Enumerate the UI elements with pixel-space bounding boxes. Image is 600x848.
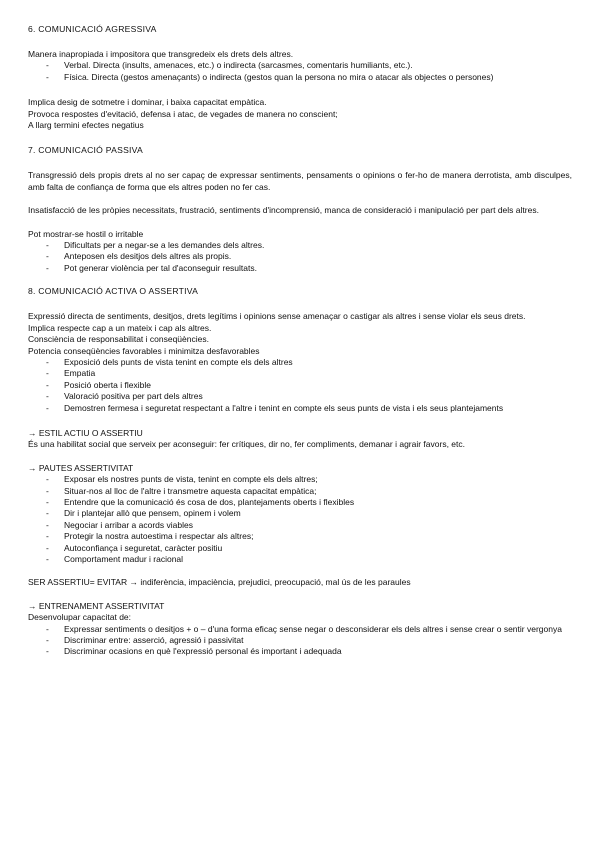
section-6-line: Provoca respostes d'evitació, defensa i atac, de vegades de manera no conscient; <box>28 108 338 119</box>
section-7-paragraph-1: Transgressió dels propis drets al no ser capaç de expressar sentiments, pensaments o opinions o fer-ho de manera derrotista, amb disculpes, amb falta de confiança de forma que els altres poden no fer cas. <box>28 170 572 192</box>
list-item: - Comportament madur i racional <box>46 554 184 564</box>
list-item: - Pot generar violència per tal d'aconseguir resultats. <box>46 262 257 273</box>
section-6-line: Implica desig de sotmetre i dominar, i baixa capacitat empàtica. <box>28 97 267 108</box>
list-item: - Situar-nos al lloc de l'altre i transmetre aquesta capacitat empàtica; <box>46 485 317 496</box>
dash-bullet: - <box>46 646 49 657</box>
dash-bullet: - <box>46 554 49 564</box>
section-6-line: A llarg termini efectes negatius <box>28 120 144 131</box>
list-item: - Dir i plantejar allò que pensem, opinem i volem <box>46 508 241 519</box>
list-item: - Exposició dels punts de vista tenint en compte els dels altres <box>46 356 293 367</box>
section-8-line: Potencia conseqüències favorables i minimitza desfavorables <box>28 345 260 356</box>
dash-bullet: - <box>46 356 49 367</box>
dash-bullet: - <box>46 391 49 402</box>
dash-bullet: - <box>46 531 49 542</box>
section-6-list <box>28 60 572 83</box>
list-item: - Entendre que la comunicació és cosa de dos, plantejaments oberts i flexibles <box>46 496 355 507</box>
list-item: - Discriminar ocasions en què l'expressió personal és important i adequada <box>46 646 342 657</box>
list-item: - Física. Directa (gestos amenaçants) o indirecta (gestos quan la persona no mira o atacar als objectes o persones) <box>46 71 494 82</box>
dash-bullet: - <box>46 240 49 251</box>
section-7-heading: 7. COMUNICACIÓ PASSIVA <box>28 145 144 156</box>
entrenament-heading: → ENTRENAMENT ASSERTIVITAT <box>28 600 165 611</box>
dash-bullet: - <box>46 379 49 390</box>
list-item: - Protegir la nostra autoestima i respectar als altres; <box>46 531 254 542</box>
dash-bullet: - <box>46 519 49 530</box>
list-item: - Verbal. Directa (insults, amenaces, etc.) o indirecta (sarcasmes, comentaris humiliants, etc.). <box>46 60 413 71</box>
dash-bullet: - <box>46 60 49 71</box>
ser-assertiu-text: SER ASSERTIU= EVITAR → indiferència, impaciència, prejudici, preocupació, mal ús de les paraules <box>28 577 411 588</box>
entrenament-list <box>28 624 572 658</box>
estil-heading: → ESTIL ACTIU O ASSERTIU <box>28 427 143 438</box>
dash-bullet: - <box>46 262 49 273</box>
section-8-line: Implica respecte cap a un mateix i cap als altres. <box>28 322 212 333</box>
pautes-list <box>28 474 572 565</box>
list-item: - Demostren fermesa i seguretat respectant a l'altre i tenint en compte els seus punts de vista i els seus plantejaments <box>46 402 504 413</box>
section-8-list <box>28 357 572 414</box>
list-item: - Negociar i arribar a acords viables <box>46 519 193 530</box>
dash-bullet: - <box>46 496 49 507</box>
list-item: - Anteposen els desitjos dels altres als propis. <box>46 251 232 262</box>
entrenament-intro: Desenvolupar capacitat de: <box>28 612 132 623</box>
list-item: - Exposar els nostres punts de vista, tenint en compte els dels altres; <box>46 474 318 485</box>
estil-text: És una habilitat social que serveix per aconseguir: fer crítiques, dir no, fer compliments, demanar i agrair favors, etc. <box>28 439 466 450</box>
dash-bullet: - <box>46 71 49 82</box>
section-7-list <box>28 240 572 274</box>
list-item: - Expressar sentiments o desitjos + o – d'una forma eficaç sense negar o desconsiderar els dels altres i sense crear o sentir vergonya <box>46 623 562 634</box>
dash-bullet: - <box>46 508 49 519</box>
dash-bullet: - <box>46 485 49 496</box>
dash-bullet: - <box>46 402 49 413</box>
section-8-heading: 8. COMUNICACIÓ ACTIVA O ASSERTIVA <box>28 286 199 297</box>
section-8-line: Consciència de responsabilitat i conseqüències. <box>28 334 209 345</box>
list-item: - Posició oberta i flexible <box>46 379 151 390</box>
list-item: - Discriminar entre: asserció, agressió i passivitat <box>46 635 244 646</box>
section-7-paragraph-3: Pot mostrar-se hostil o irritable <box>28 228 144 239</box>
dash-bullet: - <box>46 251 49 262</box>
section-6-intro: Manera inapropiada i impositora que transgredeix els drets dels altres. <box>28 49 294 59</box>
dash-bullet: - <box>46 542 49 553</box>
list-item: - Empatia <box>46 368 96 379</box>
dash-bullet: - <box>46 474 49 485</box>
dash-bullet: - <box>46 623 49 634</box>
list-item: - Valoració positiva per part dels altres <box>46 391 203 402</box>
list-item: - Autoconfiança i seguretat, caràcter positiu <box>46 542 223 553</box>
document-page <box>28 24 572 658</box>
section-6-heading: 6. COMUNICACIÓ AGRESSIVA <box>28 24 157 34</box>
pautes-heading: → PAUTES ASSERTIVITAT <box>28 462 134 473</box>
dash-bullet: - <box>46 635 49 646</box>
dash-bullet: - <box>46 368 49 379</box>
list-item: - Dificultats per a negar-se a les demandes dels altres. <box>46 240 265 251</box>
section-7-paragraph-2: Insatisfacció de les pròpies necessitats, frustració, sentiments d'incomprensió, manca de consideració i manipulació per part dels altres. <box>28 205 539 216</box>
section-8-paragraph-1: Expressió directa de sentiments, desitjos, drets legítims i opinions sense amenaçar o castigar als altres i sense violar els seus drets. <box>28 311 526 322</box>
